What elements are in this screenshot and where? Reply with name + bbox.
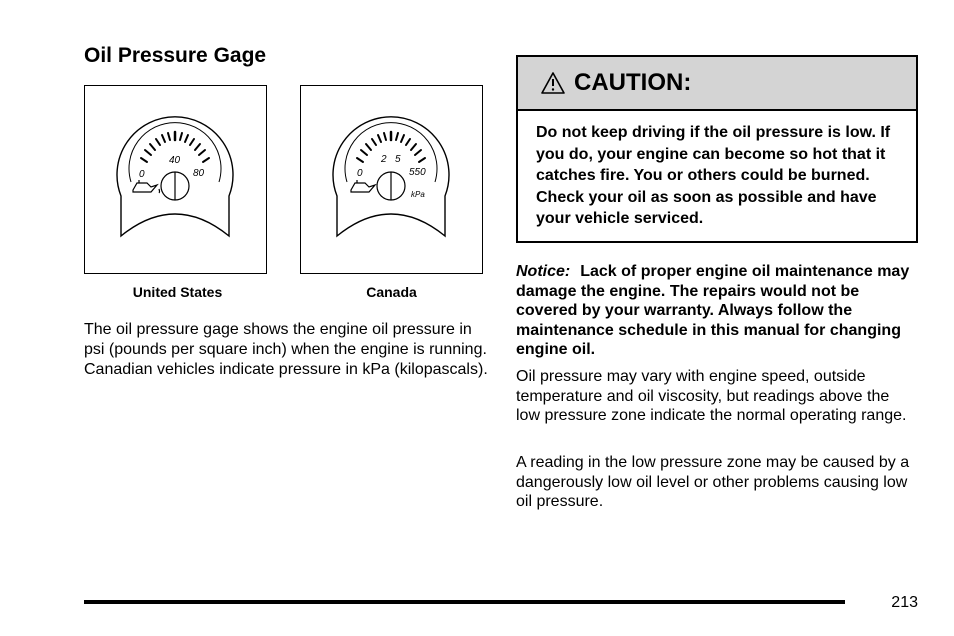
caution-box bbox=[516, 55, 918, 243]
oil-pressure-gauge-canada bbox=[301, 86, 481, 272]
section-title: Oil Pressure Gage bbox=[84, 44, 267, 67]
notice-label: Notice: bbox=[516, 263, 571, 280]
canada-gauge-figure bbox=[300, 85, 483, 274]
paragraph-oil-pressure-vary: Oil pressure may vary with engine speed, outside temperature and oil viscosity, but readings above the low pressure zone indicate the normal operating range. bbox=[516, 368, 907, 424]
gauge-unit-canada: kPa bbox=[411, 190, 425, 199]
gauge-label-mid-us: 40 bbox=[169, 155, 181, 166]
warning-triangle-icon bbox=[540, 71, 566, 95]
caution-header bbox=[518, 57, 916, 111]
us-gauge-figure bbox=[84, 85, 267, 274]
gauge-label-two-canada: 2 bbox=[381, 154, 387, 165]
gauge-label-zero-us: 0 bbox=[139, 169, 145, 180]
page-number: 213 bbox=[891, 594, 918, 611]
caution-text: Do not keep driving if the oil pressure is low. If you do, your engine can become so hot that it catches fire. You or others could be burned. Check your oil as soon as possible and have your vehicle serviced. bbox=[536, 124, 891, 227]
caption-united-states: United States bbox=[132, 284, 223, 300]
caption-canada: Canada bbox=[366, 284, 417, 300]
gauge-label-zero-canada: 0 bbox=[357, 168, 363, 179]
caution-title: CAUTION: bbox=[574, 69, 692, 96]
paragraph-low-pressure-zone: A reading in the low pressure zone may be caused by a dangerously low oil level or other problems causing low oil pressure. bbox=[516, 454, 910, 510]
gauge-label-max-canada: 550 bbox=[409, 167, 426, 178]
notice-paragraph bbox=[516, 262, 920, 360]
oil-pressure-gauge-us bbox=[85, 86, 265, 272]
gauge-label-five-canada: 5 bbox=[395, 154, 401, 165]
notice-text: Lack of proper engine oil maintenance may damage the engine. The repairs would not be covered by your warranty. Always follow the maintenance schedule in this manual for changing engine oil. bbox=[516, 263, 910, 358]
footer-rule bbox=[84, 600, 845, 604]
gauge-label-max-us: 80 bbox=[193, 168, 205, 179]
intro-paragraph: The oil pressure gage shows the engine oil pressure in psi (pounds per square inch) when the engine is running. Canadian vehicles indicate pressure in kPa (kilopascals). bbox=[84, 321, 488, 378]
